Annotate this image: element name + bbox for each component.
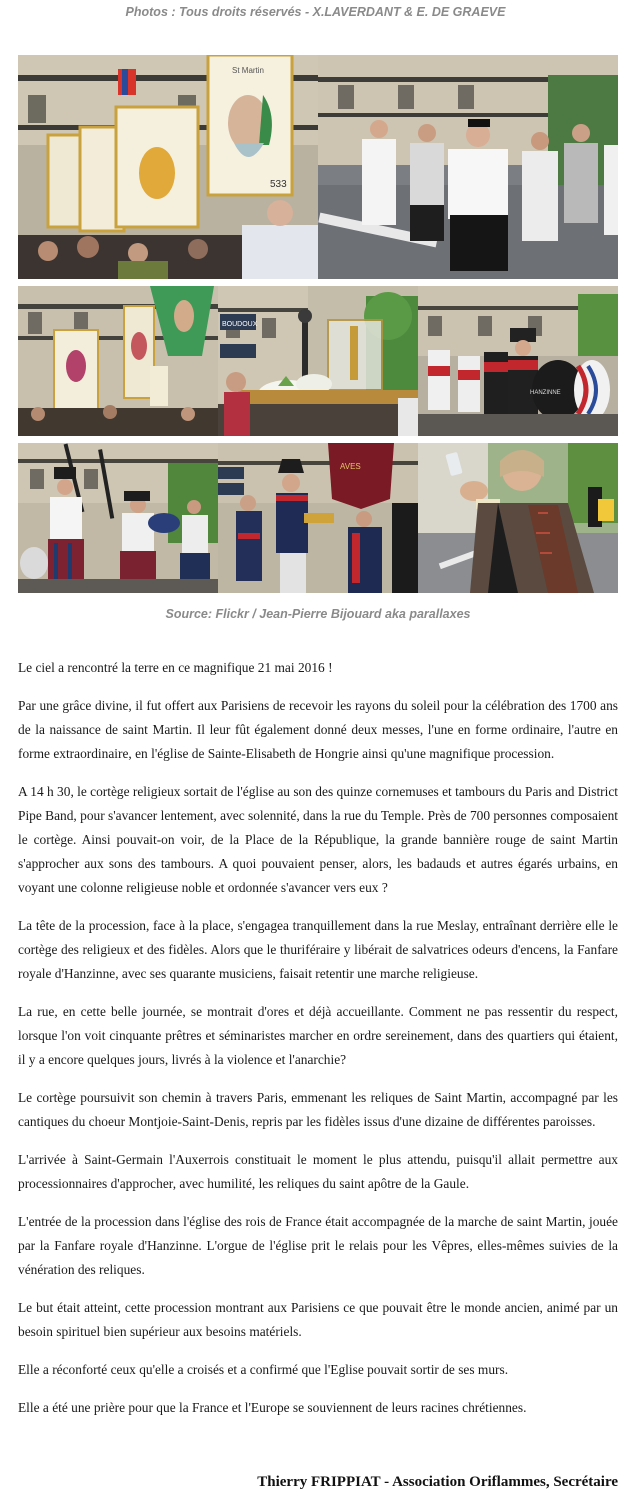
- fanfare-musicians-photo[interactable]: [218, 443, 418, 593]
- paragraph: Le but était atteint, cette procession montrant aux Parisiens ce que pouvait être le monde ancien, animé par un besoin spirituel bien supérieur aux besoins matériels.: [18, 1300, 618, 1339]
- banner-title: St Martin: [232, 66, 265, 75]
- drum-text: HANZINNE: [530, 390, 561, 396]
- relics-reliquary-photo[interactable]: [218, 286, 418, 436]
- marching-band-photo[interactable]: [418, 286, 618, 436]
- paragraph: L'arrivée à Saint-Germain l'Auxerrois constituait le moment le plus attendu, puisqu'il allait permettre aux processionnaires d'approcher, avec humilité, les reliques du saint apôtre de la Gaule.: [18, 1152, 618, 1191]
- clergy-procession-photo[interactable]: [318, 55, 618, 279]
- paragraph: Le ciel a rencontré la terre en ce magnifique 21 mai 2016 !: [18, 660, 333, 675]
- banner-number: 533: [270, 179, 287, 190]
- paragraph: Par une grâce divine, il fut offert aux Parisiens de recevoir les rayons du soleil pour la célébration des 1700 ans de la naissance de saint Martin. Il leur fût également donné deux messes, l'une en forme ordinaire, l'autre en forme extraordinaire, en l'église de Sainte-Elisabeth de Hongrie ainsi qu'une magnifique procession.: [18, 698, 618, 761]
- red-banner-text: AVES: [340, 462, 361, 471]
- article-body: [18, 656, 618, 1434]
- pipe-band-photo[interactable]: [18, 443, 218, 593]
- paragraph: Le cortège poursuivit son chemin à travers Paris, emmenant les reliques de Saint Martin, accompagné par les cantiques du choeur Montjoie-Saint-Denis, repris par les fidèles issus d'une dizaine de différentes paroisses.: [18, 1090, 618, 1129]
- paragraph: A 14 h 30, le cortège religieux sortait de l'église au son des quinze cornemuses et tambours du Paris and District Pipe Band, pour s'avancer lentement, avec solennité, dans la rue du Temple. Près de 700 personnes composaient le cortège. Ainsi pouvait-on voir, de la Place de la République, la grande bannière rouge de saint Martin s'approcher aux sons des tambours. A quoi pouvaient penser, alors, les badauds et autres égarés urbains, en voyant une colonne religieuse noble et ordonnée s'avancer vers eux ?: [18, 784, 619, 895]
- photo-collage: [18, 55, 618, 593]
- street-sign: BOUDOUX: [222, 321, 258, 328]
- paragraph: Elle a été une prière pour que la France et l'Europe se souviennent de leurs racines chrétiennes.: [18, 1400, 527, 1415]
- banners-street-photo[interactable]: [18, 286, 218, 436]
- woman-phone-photo[interactable]: [418, 443, 618, 593]
- procession-banners-photo[interactable]: [18, 55, 318, 279]
- paragraph: L'entrée de la procession dans l'église des rois de France était accompagnée de la marche de saint Martin, jouée par la Fanfare royale d'Hanzinne. L'orgue de l'église prit le relais pour les Vêpres, elles-mêmes suivies de la vénération des reliques.: [18, 1214, 618, 1277]
- paragraph: La tête de la procession, face à la place, s'engagea tranquillement dans la rue Meslay, entraînant derrière elle le cortège des religieux et des fidèles. Alors que le thuriféraire y libérait de salvatrices odeurs d'encens, la Fanfare royale d'Hanzinne, avec ses quarante musiciens, faisait retentir une marche religieuse.: [18, 918, 618, 981]
- author-signature: Thierry FRIPPIAT - Association Oriflammes, Secrétaire: [257, 1474, 618, 1490]
- image-source-caption: Source: Flickr / Jean-Pierre Bijouard aka parallaxes: [165, 607, 471, 621]
- paragraph: La rue, en cette belle journée, se montrait d'ores et déjà accueillante. Comment ne pas ressentir du respect, lorsque l'on voit cinquante prêtres et séminaristes marcher en ordre sereinement, dans des quartiers qui étaient, il y a encore quelques jours, livrés à la violence et l'anarchie?: [18, 1004, 618, 1067]
- photo-credit: Photos : Tous droits réservés - X.LAVERDANT & E. DE GRAEVE: [125, 5, 506, 19]
- paragraph: Elle a réconforté ceux qu'elle a croisés et a confirmé que l'Eglise pouvait sortir de ses murs.: [18, 1362, 509, 1377]
